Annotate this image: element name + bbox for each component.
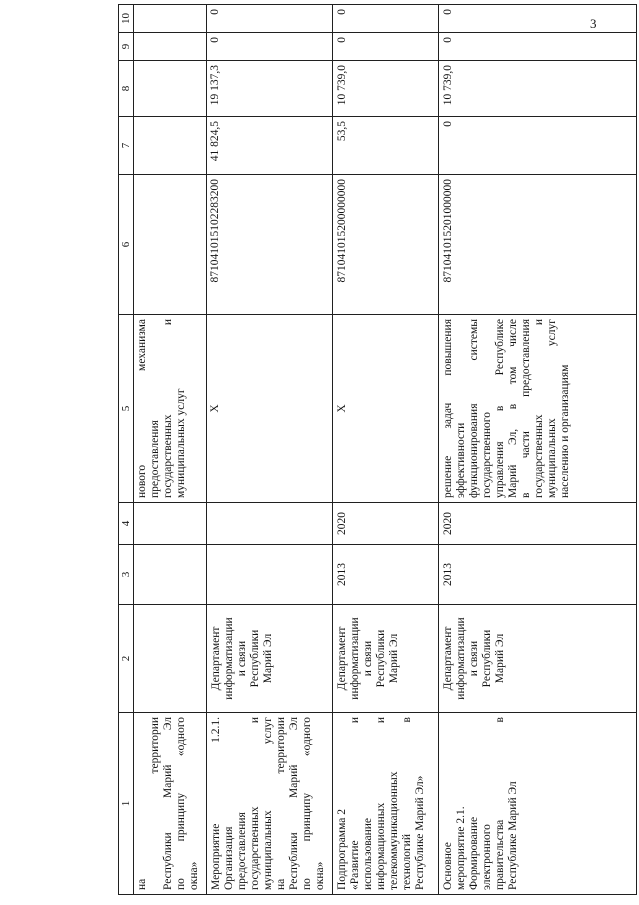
cell-end-year — [134, 503, 207, 545]
column-number: 1 — [119, 713, 134, 895]
cell-code — [134, 175, 207, 315]
cell-line: Республики Марий Эл — [162, 717, 174, 890]
cell-line: населению и организациям — [559, 364, 571, 498]
cell-line: Марий Эл — [388, 633, 400, 684]
cell-line: государственных и — [162, 319, 174, 498]
cell-line: предоставления — [236, 812, 248, 890]
cell-end-year: 2020 — [439, 503, 637, 545]
cell-line: Х — [336, 404, 348, 413]
cell-line: окна» — [188, 861, 200, 890]
cell-end-year — [207, 503, 333, 545]
cell-line: Подпрограмма 2 — [336, 808, 348, 890]
cell-line: территории — [149, 717, 161, 774]
cell-line: информатизации — [349, 617, 361, 700]
cell-start-year: 2013 — [333, 545, 439, 605]
column-number-row — [119, 5, 134, 895]
cell-code: 871041015102283200 — [207, 175, 333, 315]
cell-line: информатизации — [455, 617, 467, 700]
cell-result — [134, 315, 207, 503]
table-row — [439, 5, 637, 895]
cell-value-10: 0 — [207, 5, 333, 33]
cell-value-7: 53,5 — [333, 117, 439, 175]
cell-code: 871041015201000000 — [439, 175, 637, 315]
table-row — [333, 5, 439, 895]
cell-name — [333, 713, 439, 895]
cell-line: управления в Республике — [494, 319, 506, 498]
cell-line: Формирование — [468, 816, 480, 890]
cell-value-9: 0 — [333, 33, 439, 61]
cell-line: муниципальных услуг — [546, 319, 558, 498]
cell-end-year: 2020 — [333, 503, 439, 545]
column-number: 8 — [119, 61, 134, 117]
column-number: 4 — [119, 503, 134, 545]
cell-executor — [439, 605, 637, 713]
cell-line: Департамент — [336, 626, 348, 691]
cell-line: на — [136, 878, 148, 890]
cell-line: Марий Эл — [494, 633, 506, 684]
cell-line: и связи — [236, 640, 248, 677]
table-row — [134, 5, 207, 895]
column-number: 2 — [119, 605, 134, 713]
rotated-content — [118, 5, 628, 895]
cell-line: эффективности — [455, 422, 467, 498]
cell-value-8: 10 739,0 — [333, 61, 439, 117]
column-number: 10 — [119, 5, 134, 33]
cell-line: Марий Эл — [262, 633, 274, 684]
cell-value-7 — [134, 117, 207, 175]
cell-line: «Развитие и — [349, 717, 361, 890]
cell-value-9: 0 — [439, 33, 637, 61]
cell-name — [207, 713, 333, 895]
cell-line: функционирования системы — [468, 319, 480, 498]
cell-line: по принципу «одного — [175, 717, 187, 890]
cell-value-7: 0 — [439, 117, 637, 175]
cell-line: мероприятие 2.1. — [455, 806, 467, 890]
cell-value-10: 0 — [439, 5, 637, 33]
cell-line: технологий в — [401, 717, 413, 890]
cell-line: по принципу «одного — [301, 717, 313, 890]
cell-start-year: 2013 — [439, 545, 637, 605]
cell-line: Департамент — [442, 626, 454, 691]
column-number: 7 — [119, 117, 134, 175]
cell-line: Республики — [481, 629, 493, 688]
cell-line: правительства в — [494, 717, 506, 890]
cell-start-year — [134, 545, 207, 605]
cell-line: Республике Марий Эл» — [414, 775, 426, 890]
cell-executor — [134, 605, 207, 713]
cell-line: Департамент — [210, 626, 222, 691]
data-table — [118, 4, 637, 895]
cell-line: Республике Марий Эл — [507, 781, 519, 890]
cell-line: Республики Марий Эл — [288, 717, 300, 890]
cell-value-8: 19 137,3 — [207, 61, 333, 117]
cell-line: окна» — [314, 861, 326, 890]
cell-line: Республики — [375, 629, 387, 688]
cell-start-year — [207, 545, 333, 605]
cell-line: и связи — [362, 640, 374, 677]
cell-executor — [333, 605, 439, 713]
cell-line: решение задач повышения — [442, 319, 454, 498]
cell-line: предоставления — [149, 420, 161, 498]
cell-executor — [207, 605, 333, 713]
cell-line: Основное — [442, 842, 454, 890]
cell-line: Марий Эл, в том числе — [507, 319, 519, 498]
cell-name — [134, 713, 207, 895]
cell-line: использование — [362, 817, 374, 890]
cell-value-10 — [134, 5, 207, 33]
cell-value-7: 41 824,5 — [207, 117, 333, 175]
cell-line: Х — [209, 404, 221, 413]
cell-line: муниципальных услуг — [262, 717, 274, 890]
cell-value-8 — [134, 61, 207, 117]
cell-value-10: 0 — [333, 5, 439, 33]
column-number: 6 — [119, 175, 134, 315]
cell-line: информатизации — [223, 617, 235, 700]
cell-code: 871041015200000000 — [333, 175, 439, 315]
cell-line: информационных и — [375, 717, 387, 890]
page-number: 3 — [590, 16, 597, 31]
cell-line: государственных и — [533, 319, 545, 498]
cell-line: Республики — [249, 629, 261, 688]
cell-value-9 — [134, 33, 207, 61]
cell-line: телекоммуникационных — [388, 771, 400, 890]
column-number: 5 — [119, 315, 134, 503]
cell-value-8: 10 739,0 — [439, 61, 637, 117]
column-number: 3 — [119, 545, 134, 605]
cell-line: на территории — [275, 717, 287, 890]
cell-result — [333, 315, 439, 503]
cell-line: государственных и — [249, 717, 261, 890]
cell-line: в части предоставления — [520, 319, 532, 498]
cell-line: муниципальных услуг — [175, 388, 187, 498]
cell-result — [439, 315, 637, 503]
column-number: 9 — [119, 33, 134, 61]
cell-line: Организация — [223, 826, 235, 890]
cell-line: и связи — [468, 640, 480, 677]
cell-result — [207, 315, 333, 503]
cell-line: государственного — [481, 412, 493, 498]
cell-line: электронного — [481, 824, 493, 890]
cell-name — [439, 713, 637, 895]
cell-value-9: 0 — [207, 33, 333, 61]
cell-line: Мероприятие 1.2.1. — [210, 717, 222, 890]
table-row — [207, 5, 333, 895]
cell-line: нового механизма — [136, 319, 148, 498]
